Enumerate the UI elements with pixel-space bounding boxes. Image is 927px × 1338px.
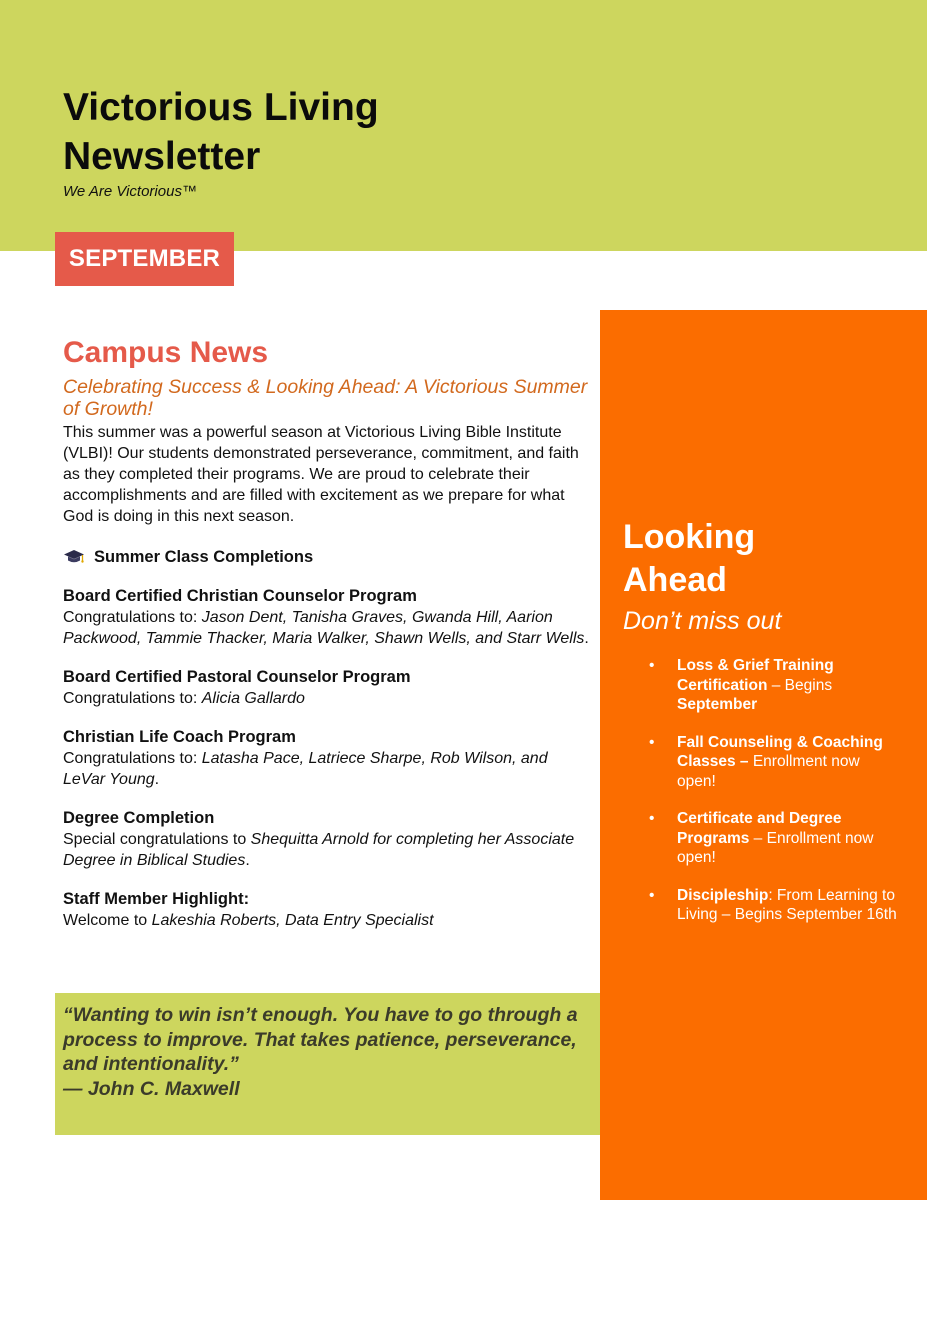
program-lead: Congratulations to: — [63, 750, 202, 767]
program-entry — [63, 727, 593, 790]
program-names: Alicia Gallardo — [201, 690, 305, 707]
sidebar-subtitle: Don’t miss out — [623, 607, 782, 635]
quote-author: — John C. Maxwell — [63, 1077, 240, 1100]
program-tail: . — [245, 852, 250, 869]
section-title: Campus News — [63, 336, 269, 369]
program-name: Degree Completion — [63, 809, 215, 827]
item-bold: Loss & Grief Training Certification — [677, 657, 834, 694]
graduation-cap-icon — [63, 549, 85, 565]
program-entry — [63, 889, 593, 931]
month-badge: SEPTEMBER — [55, 232, 234, 286]
program-names: Shequitta Arnold for completing her Associate Degree in Biblical Studies — [63, 831, 575, 869]
tagline: We Are Victorious™ — [63, 183, 197, 200]
quote-box — [55, 993, 600, 1135]
item-bold-tail: September — [677, 696, 758, 713]
bullet-icon: • — [649, 810, 655, 827]
program-names: Latasha Pace, Latriece Sharpe, Rob Wilson, and LeVar Young — [63, 750, 548, 788]
list-item — [649, 809, 899, 868]
bullet-icon: • — [649, 657, 655, 674]
bullet-icon: • — [649, 886, 655, 904]
list-item — [649, 656, 899, 715]
event-list — [649, 656, 899, 943]
program-lead: Congratulations to: — [63, 690, 202, 707]
quote — [63, 1003, 583, 1101]
program-name: Staff Member Highlight: — [63, 890, 250, 908]
completions-heading-text: Summer Class Completions — [94, 548, 314, 566]
program-lead: Congratulations to: — [63, 609, 202, 626]
program-names: Jason Dent, Tanisha Graves, Gwanda Hill, Aarion Packwood, Tammie Thacker, Maria Walker, Shawn Wells, and Starr Wells — [63, 609, 585, 647]
bullet-icon: • — [649, 733, 655, 751]
mission-note: We are committed to empowering men and women with biblical truth, practical skills, and Spirit-led guidance for victorious living. — [623, 1261, 854, 1337]
list-item — [649, 733, 899, 792]
newsletter-title: Victorious Living Newsletter — [63, 86, 379, 178]
program-entry — [63, 808, 593, 871]
item-text: – Enrollment now open! — [677, 829, 874, 866]
program-tail: . — [154, 771, 160, 788]
program-lead: Special congratulations to — [63, 831, 251, 848]
article-subtitle: Celebrating Success & Looking Ahead: A Victorious Summer of Growth! — [63, 376, 588, 420]
program-name: Board Certified Pastoral Counselor Program — [63, 668, 411, 686]
sidebar-title: Looking Ahead — [623, 518, 756, 599]
item-bold: Fall Counseling & Coaching Classes – — [677, 733, 883, 770]
campus-news-section — [63, 334, 593, 931]
item-bold: Certificate and Degree Programs — [677, 810, 842, 847]
program-name: Christian Life Coach Program — [63, 728, 296, 746]
item-text: – Begins — [767, 676, 833, 694]
item-bold: Discipleship — [677, 886, 769, 904]
item-text: : From Learning to Living – Begins September 16th — [677, 886, 897, 923]
program-tail: . — [584, 630, 589, 647]
list-item — [649, 886, 899, 925]
program-entry — [63, 586, 593, 649]
program-names: Lakeshia Roberts, Data Entry Specialist — [151, 912, 434, 929]
item-text: Enrollment now open! — [677, 753, 860, 790]
looking-ahead-sidebar — [600, 310, 927, 1337]
program-entry — [63, 667, 593, 709]
program-lead: Welcome to — [63, 912, 152, 929]
completions-heading — [63, 546, 593, 568]
quote-text: “Wanting to win isn’t enough. You have to go through a process to improve. That takes patience, perseverance, and intentionality.” — [63, 1004, 578, 1075]
intro-paragraph: This summer was a powerful season at Victorious Living Bible Institute (VLBI)! Our students demonstrated perseverance, commitment, and faith as they completed their programs. We are proud to celebrate their accomplishments and are filled with excitement as we prepare for what God is doing in this next season. — [63, 424, 579, 525]
program-name: Board Certified Christian Counselor Program — [63, 587, 417, 605]
